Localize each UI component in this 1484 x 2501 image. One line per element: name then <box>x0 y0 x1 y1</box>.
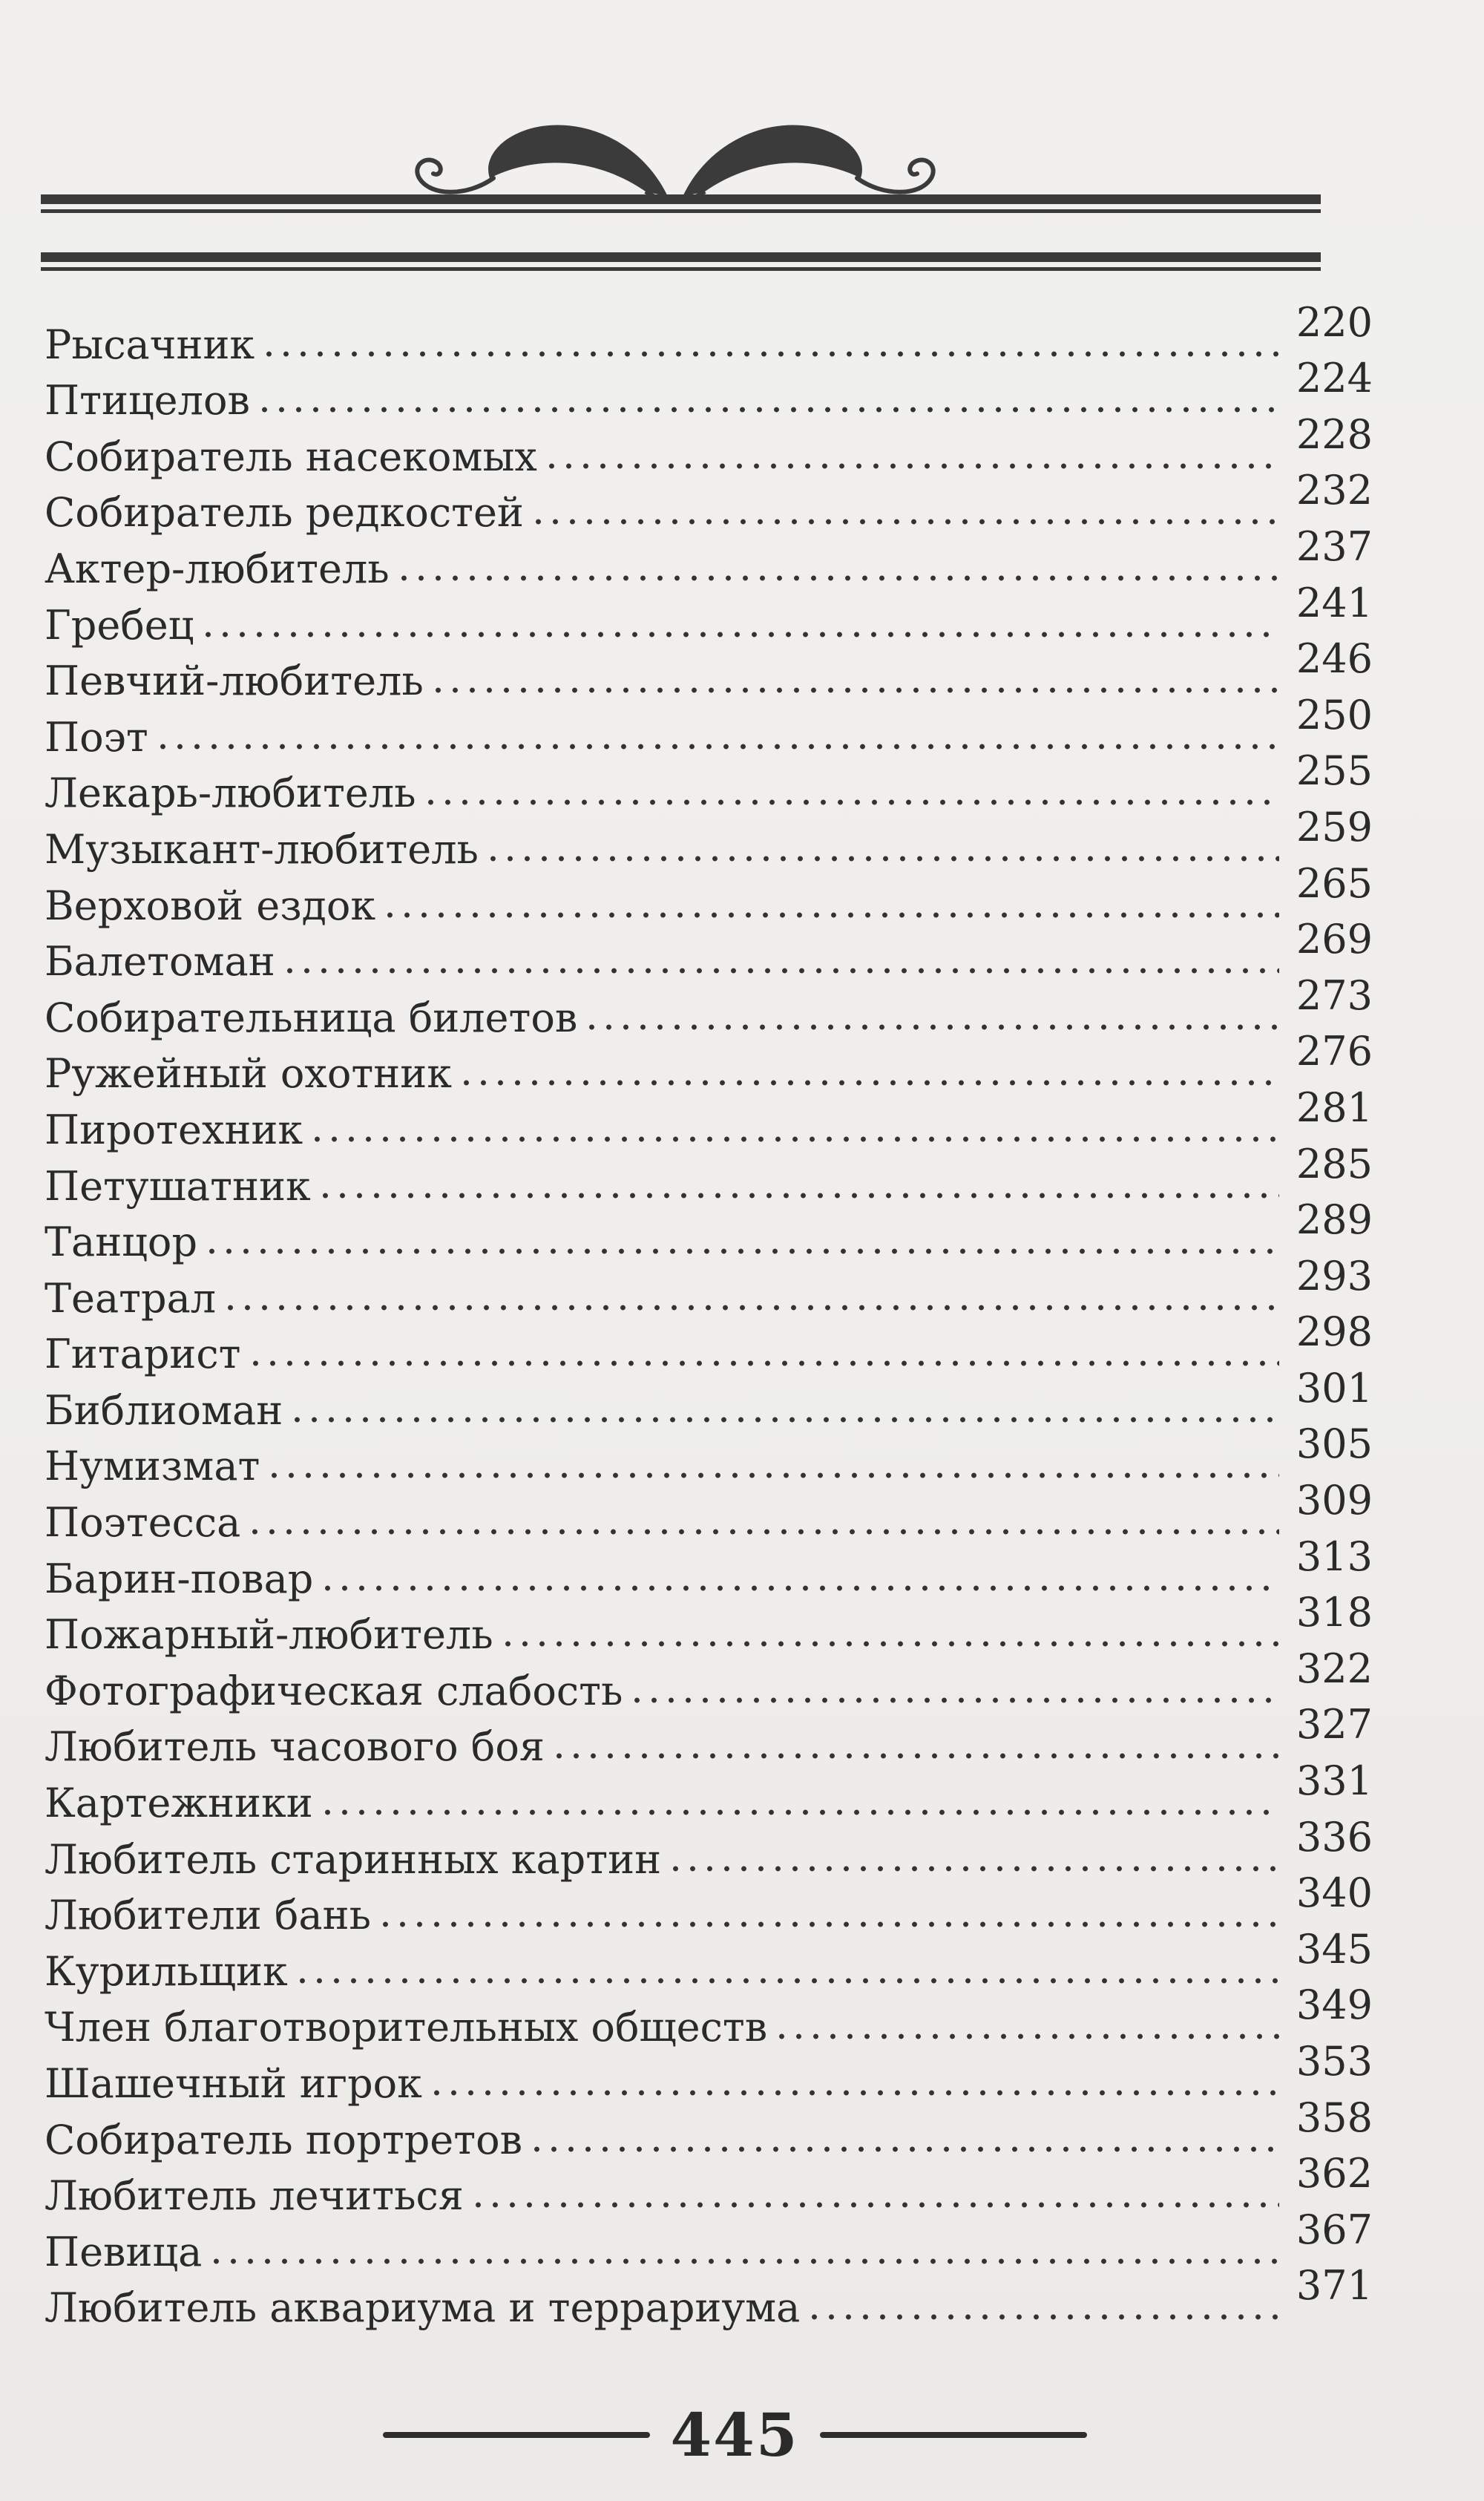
toc-entry-page: 224 <box>1296 355 1373 402</box>
dot-leader <box>208 2258 1279 2265</box>
toc-entry-title: Собиратель насекомых <box>45 433 537 480</box>
dot-leader <box>422 799 1279 806</box>
toc-entry-title: Любитель часового боя <box>45 1723 545 1771</box>
toc-entry <box>45 1645 1373 1714</box>
toc-entry-page: 331 <box>1296 1757 1373 1805</box>
toc-entry <box>45 1477 1373 1547</box>
toc-entry <box>45 1308 1373 1378</box>
toc-entry-title: Библиоман <box>45 1386 283 1434</box>
toc-entry-page: 273 <box>1296 971 1373 1019</box>
toc-entry-title: Верховой ездок <box>45 882 376 929</box>
toc-entry <box>45 467 1373 537</box>
dot-leader <box>667 1865 1279 1872</box>
toc-entry <box>45 355 1373 425</box>
toc-entry-page: 281 <box>1296 1084 1373 1131</box>
toc-entry-page: 250 <box>1296 691 1373 738</box>
toc-entry <box>45 2206 1373 2275</box>
toc-entry-title: Собиратель редкостей <box>45 489 524 537</box>
dot-leader <box>309 1135 1279 1143</box>
toc-entry-title: Поэт <box>45 713 148 761</box>
toc-entry-title: Танцор <box>45 1219 198 1266</box>
dot-leader <box>499 1640 1279 1648</box>
toc-entry <box>45 2150 1373 2220</box>
toc-entry <box>45 1084 1373 1153</box>
page-footer <box>364 2402 1106 2468</box>
toc-entry <box>45 1196 1373 1266</box>
toc-entry-page: 318 <box>1296 1589 1373 1636</box>
dot-leader <box>203 1248 1279 1255</box>
toc-entry <box>45 1701 1373 1771</box>
toc-entry-page: 255 <box>1296 747 1373 795</box>
dot-leader <box>377 1921 1279 1928</box>
toc-entry <box>45 1982 1373 2051</box>
toc-entry-page: 327 <box>1296 1701 1373 1748</box>
toc-entry-page: 371 <box>1296 2262 1373 2310</box>
toc-entry-title: Гитарист <box>45 1331 241 1378</box>
dot-leader <box>551 1752 1279 1760</box>
dot-leader <box>428 2089 1279 2097</box>
toc-entry <box>45 916 1373 986</box>
dot-leader <box>430 686 1279 694</box>
toc-entry-page: 305 <box>1296 1420 1373 1468</box>
toc-entry-title: Барин-повар <box>45 1555 314 1602</box>
toc-entry-page: 353 <box>1296 2038 1373 2085</box>
dot-leader <box>222 1304 1279 1311</box>
toc-entry-title: Любитель лечиться <box>45 2172 464 2220</box>
toc-entry <box>45 1028 1373 1098</box>
toc-entry-page: 367 <box>1296 2206 1373 2253</box>
table-of-contents <box>45 298 1373 2332</box>
toc-entry-page: 246 <box>1296 635 1373 683</box>
toc-entry-page: 336 <box>1296 1813 1373 1861</box>
toc-entry <box>45 579 1373 649</box>
toc-entry-page: 289 <box>1296 1196 1373 1244</box>
dot-leader <box>628 1697 1279 1704</box>
footer-right-rule <box>820 2432 1087 2438</box>
toc-entry <box>45 635 1373 705</box>
dot-leader <box>319 1809 1279 1816</box>
toc-entry-title: Поэтесса <box>45 1499 241 1547</box>
page-number: 445 <box>670 2400 799 2470</box>
toc-entry-title: Актер-любитель <box>45 545 390 592</box>
toc-entry <box>45 1252 1373 1322</box>
toc-entry <box>45 691 1373 761</box>
toc-entry-title: Пиротехник <box>45 1106 303 1153</box>
toc-entry-title: Рысачник <box>45 321 255 368</box>
toc-entry-page: 259 <box>1296 803 1373 850</box>
toc-entry-page: 269 <box>1296 916 1373 963</box>
toc-entry-title: Собиратель портретов <box>45 2116 523 2163</box>
toc-entry-title: Нумизмат <box>45 1443 260 1490</box>
toc-entry <box>45 1757 1373 1827</box>
toc-entry-page: 362 <box>1296 2150 1373 2197</box>
toc-entry-title: Балетоман <box>45 938 275 986</box>
toc-entry-title: Любитель аквариума и террариума <box>45 2284 801 2332</box>
toc-entry-page: 313 <box>1296 1533 1373 1580</box>
dot-leader <box>485 855 1279 862</box>
footer-left-rule <box>383 2432 650 2438</box>
toc-entry-page: 358 <box>1296 2094 1373 2141</box>
toc-entry-page: 232 <box>1296 467 1373 514</box>
toc-entry-page: 349 <box>1296 1982 1373 2029</box>
toc-entry <box>45 410 1373 480</box>
toc-entry <box>45 971 1373 1041</box>
toc-entry-title: Картежники <box>45 1780 313 1827</box>
toc-entry-page: 276 <box>1296 1028 1373 1075</box>
toc-entry-title: Певчий-любитель <box>45 658 424 705</box>
dot-leader <box>281 967 1279 974</box>
dot-leader <box>247 1360 1280 1367</box>
toc-entry-page: 309 <box>1296 1477 1373 1524</box>
dot-leader <box>319 1584 1279 1592</box>
dot-leader <box>289 1416 1279 1423</box>
dot-leader <box>806 2313 1279 2321</box>
toc-entry-page: 228 <box>1296 410 1373 458</box>
dot-leader <box>317 1192 1279 1199</box>
toc-entry <box>45 1533 1373 1602</box>
dot-leader <box>530 518 1279 525</box>
toc-entry <box>45 1420 1373 1490</box>
toc-entry-title: Пожарный-любитель <box>45 1611 493 1659</box>
dot-leader <box>528 2146 1279 2153</box>
toc-entry-title: Любители бань <box>45 1892 371 1939</box>
toc-entry-page: 298 <box>1296 1308 1373 1356</box>
toc-entry <box>45 522 1373 592</box>
toc-entry-page: 322 <box>1296 1645 1373 1692</box>
toc-entry-title: Фотографическая слабость <box>45 1667 623 1714</box>
toc-entry-page: 301 <box>1296 1364 1373 1412</box>
toc-entry <box>45 1925 1373 1995</box>
toc-entry-title: Петушатник <box>45 1162 311 1210</box>
header-bottom-rule <box>41 252 1321 271</box>
toc-entry-title: Ружейный охотник <box>45 1050 452 1098</box>
toc-entry-title: Птицелов <box>45 377 250 425</box>
toc-entry-title: Певица <box>45 2228 203 2275</box>
dot-leader <box>200 631 1279 638</box>
toc-entry-page: 345 <box>1296 1925 1373 1973</box>
toc-entry-title: Любитель старинных картин <box>45 1835 662 1883</box>
dot-leader <box>583 1023 1279 1031</box>
toc-entry-title: Театрал <box>45 1274 217 1322</box>
toc-entry-title: Собирательница билетов <box>45 994 578 1041</box>
header-top-rule <box>41 194 1321 213</box>
dot-leader <box>154 743 1279 750</box>
toc-entry-title: Лекарь-любитель <box>45 770 416 817</box>
toc-entry-page: 220 <box>1296 298 1373 346</box>
toc-entry <box>45 1140 1373 1210</box>
toc-entry-page: 340 <box>1296 1869 1373 1917</box>
toc-entry-page: 241 <box>1296 579 1373 626</box>
dot-leader <box>260 350 1279 358</box>
toc-entry-page: 293 <box>1296 1252 1373 1299</box>
toc-entry <box>45 1589 1373 1659</box>
toc-entry-page: 285 <box>1296 1140 1373 1187</box>
dot-leader <box>294 1977 1279 1984</box>
toc-entry-page: 265 <box>1296 859 1373 907</box>
toc-entry <box>45 859 1373 929</box>
toc-entry <box>45 2094 1373 2163</box>
toc-entry-title: Член благотворительных обществ <box>45 2004 768 2051</box>
toc-entry <box>45 1869 1373 1939</box>
dot-leader <box>470 2201 1279 2209</box>
dot-leader <box>543 462 1279 470</box>
dot-leader <box>256 406 1279 413</box>
toc-entry <box>45 803 1373 873</box>
toc-entry-title: Музыкант-любитель <box>45 825 479 873</box>
dot-leader <box>246 1528 1279 1535</box>
toc-entry-title: Гребец <box>45 601 194 649</box>
toc-entry-title: Курильщик <box>45 1947 288 1995</box>
dot-leader <box>395 574 1279 582</box>
dot-leader <box>266 1472 1279 1479</box>
toc-entry <box>45 1364 1373 1434</box>
toc-entry <box>45 747 1373 817</box>
toc-entry <box>45 2262 1373 2332</box>
toc-entry-title: Шашечный игрок <box>45 2060 422 2107</box>
dot-leader <box>458 1079 1279 1086</box>
dot-leader <box>381 911 1279 919</box>
toc-entry <box>45 2038 1373 2107</box>
toc-entry-page: 237 <box>1296 522 1373 570</box>
dot-leader <box>773 2033 1279 2040</box>
toc-entry <box>45 298 1373 368</box>
toc-entry <box>45 1813 1373 1883</box>
